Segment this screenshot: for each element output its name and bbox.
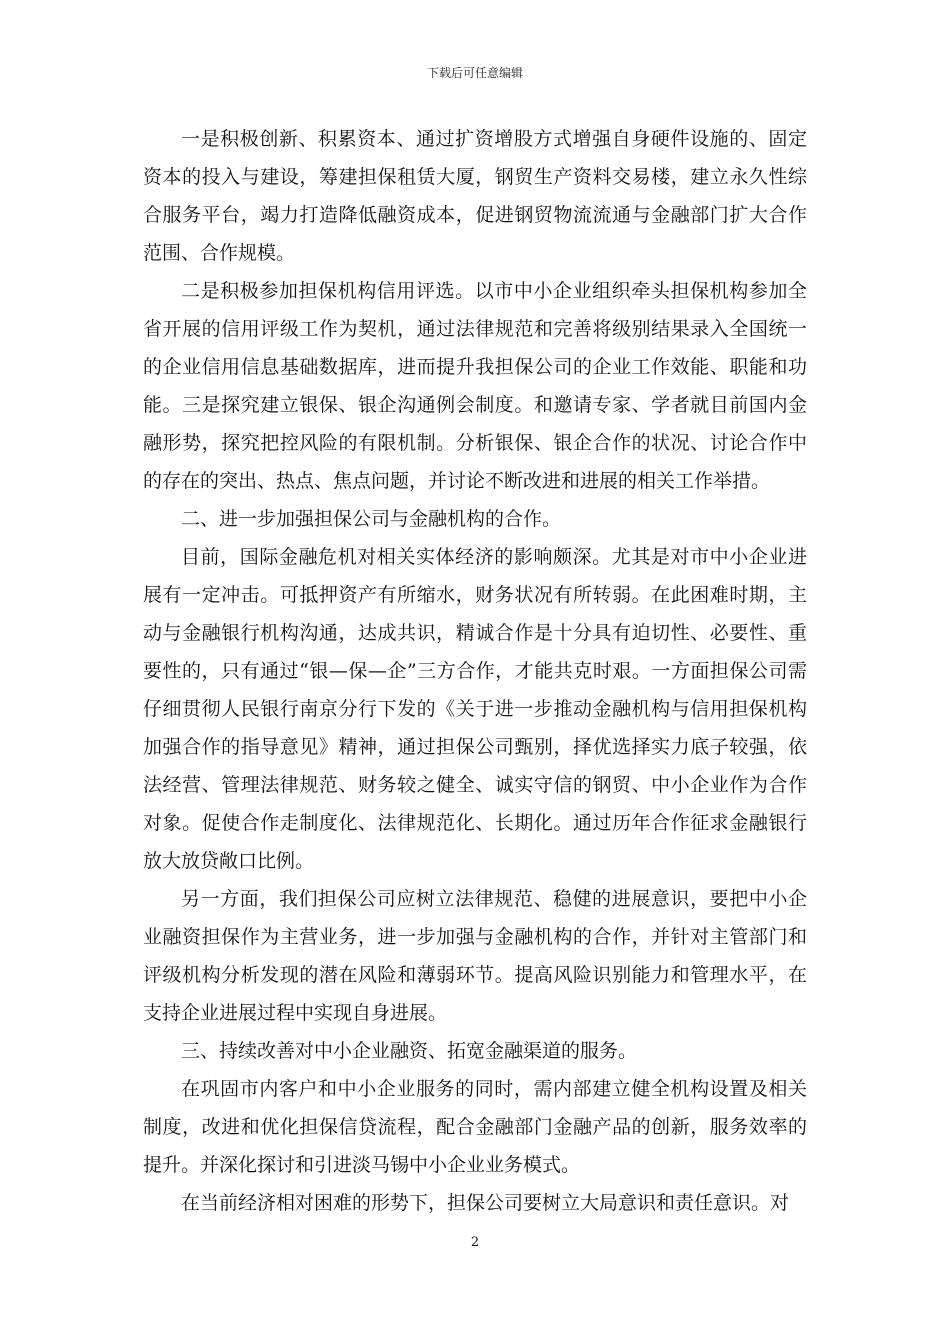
paragraph: 另一方面，我们担保公司应树立法律规范、稳健的进展意识，要把中小企业融资担保作为主营业务，进一步加强与金融机构的合作，并针对主管部门和评级机构分析发现的潜在风险和薄弱环节。提高风险识别能力和管理水平，在支持企业进展过程中实现自身进展。 [143, 888, 807, 1024]
document-body [143, 120, 807, 1222]
section-heading: 二、进一步加强担保公司与金融机构的合作。 [181, 508, 562, 530]
section-heading: 三、持续改善对中小企业融资、拓宽金融渠道的服务。 [181, 1040, 638, 1062]
page-header: 下载后可任意编辑 [426, 66, 523, 80]
page-number: 2 [470, 1235, 480, 1250]
paragraph: 目前，国际金融危机对相关实体经济的影响颇深。尤其是对市中小企业进展有一定冲击。可抵押资产有所缩水，财务状况有所转弱。在此困难时期，主动与金融银行机构沟通，达成共识，精诚合作是十分具有迫切性、必要性、重要性的，只有通过“银—保—企”三方合作，才能共克时艰。一方面担保公司需仔细贯彻人民银行南京分行下发的《关于进一步推动金融机构与信用担保机构加强合作的指导意见》精神，通过担保公司甄别，择优选择实力底子较强，依法经营、管理法律规范、财务较之健全、诚实守信的钢贸、中小企业作为合作对象。促使合作走制度化、法律规范化、长期化。通过历年合作征求金融银行放大放贷敞口比例。 [143, 546, 807, 872]
paragraph: 在巩固市内客户和中小企业服务的同时，需内部建立健全机构设置及相关制度，改进和优化担保信贷流程，配合金融部门金融产品的创新，服务效率的提升。并深化探讨和引进淡马锡中小企业业务模式。 [143, 1078, 807, 1176]
paragraph: 二是积极参加担保机构信用评选。以市中小企业组织牵头担保机构参加全省开展的信用评级工作为契机，通过法律规范和完善将级别结果录入全国统一的企业信用信息基础数据库，进而提升我担保公司的企业工作效能、职能和功能。三是探究建立银保、银企沟通例会制度。和邀请专家、学者就目前国内金融形势，探究把控风险的有限机制。分析银保、银企合作的状况、讨论合作中的存在的突出、热点、焦点问题，并讨论不断改进和进展的相关工作举措。 [143, 280, 807, 492]
paragraph: 一是积极创新、积累资本、通过扩资增股方式增强自身硬件设施的、固定资本的投入与建设，筹建担保租赁大厦，钢贸生产资料交易楼，建立永久性综合服务平台，竭力打造降低融资成本，促进钢贸物流流通与金融部门扩大合作范围、合作规模。 [143, 128, 807, 264]
paragraph: 在当前经济相对困难的形势下，担保公司要树立大局意识和责任意识。对 [181, 1192, 790, 1214]
